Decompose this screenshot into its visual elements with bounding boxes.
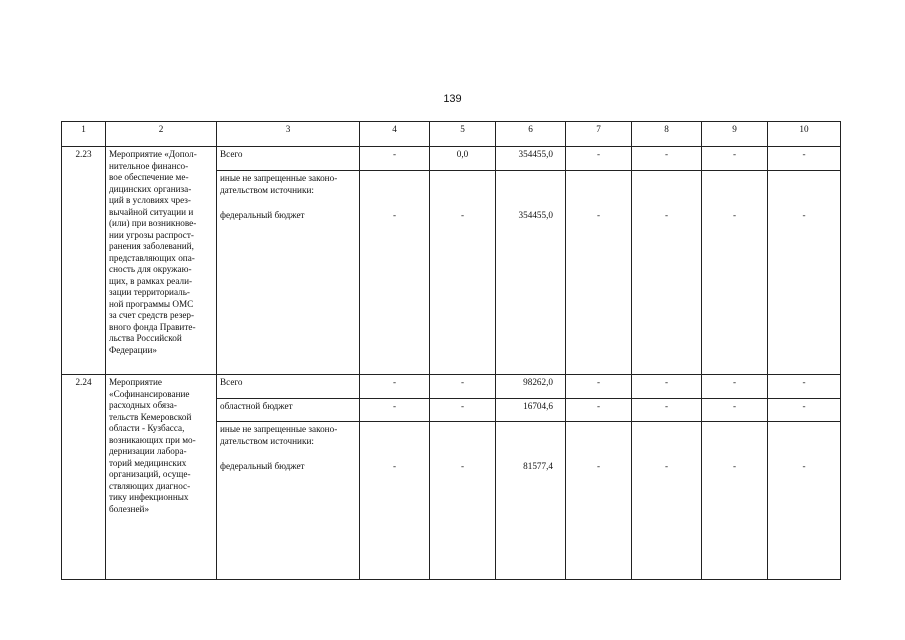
source-label: Всего [217,147,360,171]
value-cell: - [702,171,768,375]
value-cell: - [566,171,632,375]
value-cell: 0,0 [430,147,496,171]
value-cell: - [360,171,430,375]
row-id: 2.23 [62,147,106,375]
value-cell: - [702,422,768,580]
value-cell: - [768,375,841,399]
row-id: 2.24 [62,375,106,580]
value-cell: 354455,0 [496,147,566,171]
source-label: Всего [217,375,360,399]
header-cell: 6 [496,122,566,147]
value-cell: - [430,171,496,375]
header-cell: 1 [62,122,106,147]
value-cell: - [566,147,632,171]
header-cell: 2 [106,122,217,147]
source-label: областной бюджет [217,399,360,422]
value-cell: - [632,147,702,171]
header-cell: 4 [360,122,430,147]
value-cell: - [360,399,430,422]
source-cell [217,171,360,375]
value-cell: - [566,422,632,580]
value-cell: - [430,422,496,580]
value-cell: - [632,399,702,422]
value-cell: - [632,375,702,399]
value-cell: - [360,422,430,580]
value-cell: 81577,4 [496,422,566,580]
value-cell: - [768,399,841,422]
row-description: Мероприятие «Софинансирование расходных обяза- тельств Кемеровской области - Кузбасса, возникающих при мо- дернизации лабора- торий медицинских организаций, осуще- ствляющих диагнос- тику инфекционных болезней» [106,375,217,580]
value-cell: - [702,399,768,422]
row-description: Мероприятие «Допол- нительное финансо- вое обеспечение ме- дицинских организа- ций в условиях чрез- вычайной ситуации и (или) при возникнове- нии угрозы распрост- ранения заболеваний, представляющих опа- сность для окружаю- щих, в рамках реали- зации территориаль- ной программы ОМС за счет средств резер- вного фонда Правите- льства Российской Федерации» [106,147,217,375]
table-header-row [62,122,841,147]
value-cell: 98262,0 [496,375,566,399]
other-sources-label: иные не запрещенные законо- дательством источники: [220,424,338,446]
value-cell: - [430,399,496,422]
table-row [62,375,841,399]
budget-table [61,121,841,580]
value-cell: - [632,422,702,580]
page-number: 139 [443,93,462,105]
other-sources-label: иные не запрещенные законо- дательством источники: [220,173,338,195]
value-cell: 16704,6 [496,399,566,422]
source-label: федеральный бюджет [220,210,305,220]
value-cell: - [430,375,496,399]
source-cell [217,422,360,580]
value-cell: - [702,147,768,171]
value-cell: - [566,375,632,399]
value-cell: - [768,422,841,580]
value-cell: - [566,399,632,422]
value-cell: - [768,171,841,375]
table-row [62,147,841,171]
value-cell: - [702,375,768,399]
header-cell: 7 [566,122,632,147]
value-cell: - [632,171,702,375]
header-cell: 5 [430,122,496,147]
value-cell: 354455,0 [496,171,566,375]
value-cell: - [360,147,430,171]
value-cell: - [768,147,841,171]
source-label: федеральный бюджет [220,461,305,471]
header-cell: 8 [632,122,702,147]
value-cell: - [360,375,430,399]
header-cell: 10 [768,122,841,147]
header-cell: 3 [217,122,360,147]
header-cell: 9 [702,122,768,147]
